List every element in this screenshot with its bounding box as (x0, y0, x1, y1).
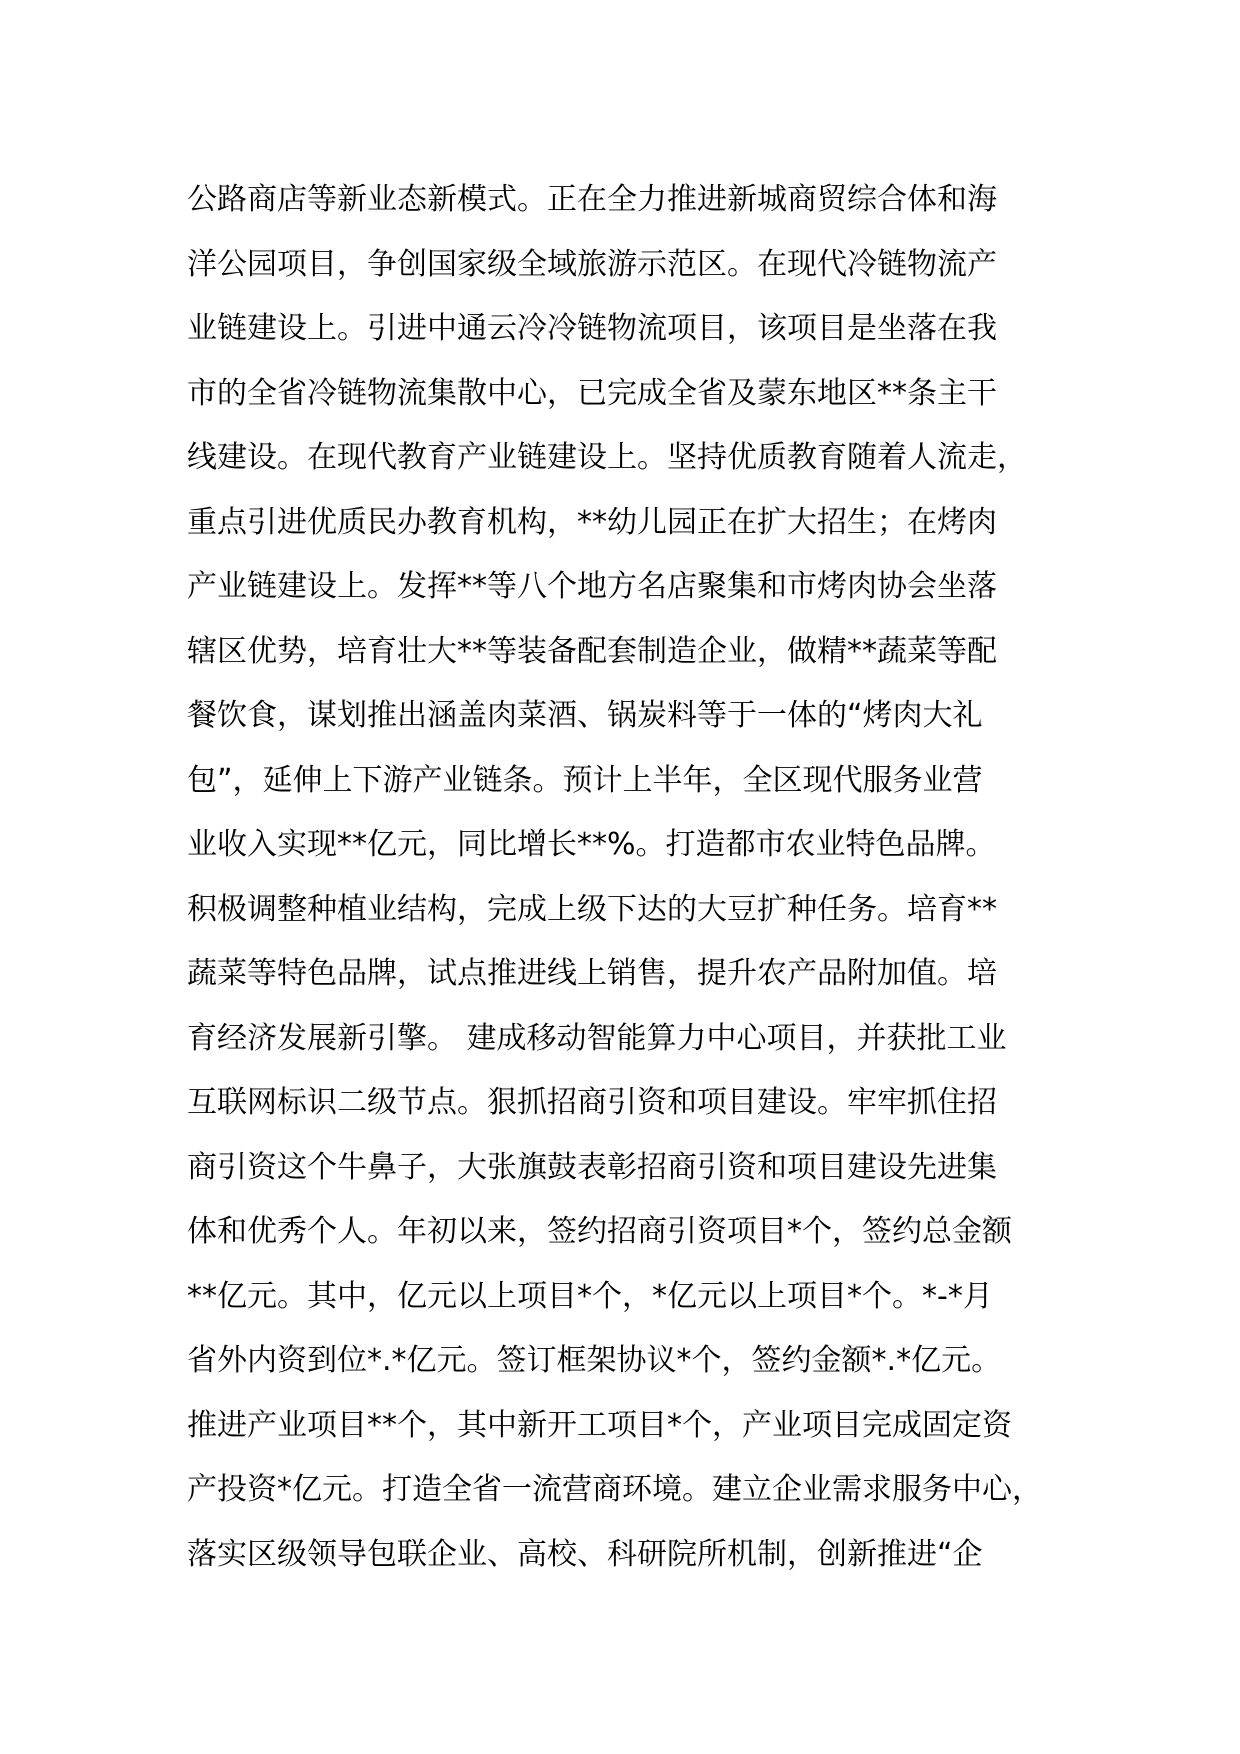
text-line: 辖区优势，培育壮大**等装备配套制造企业，做精**蔬菜等配 (187, 633, 997, 669)
body-paragraph (187, 168, 1087, 1587)
text-line: 积极调整种植业结构，完成上级下达的大豆扩种任务。培育** (187, 891, 997, 927)
text-line: 体和优秀个人。年初以来，签约招商引资项目*个，签约总金额 (187, 1214, 1012, 1249)
text-line: 业链建设上。引进中通云冷冷链物流项目，该项目是坐落在我 (187, 311, 997, 346)
text-line: 业收入实现**亿元，同比增长**%。打造都市农业特色品牌。 (187, 827, 996, 862)
text-line: 蔬菜等特色品牌，试点推进线上销售，提升农产品附加值。培 (187, 956, 997, 991)
text-line: 包”，延伸上下游产业链条。预计上半年，全区现代服务业营 (187, 762, 983, 798)
text-line: 餐饮食，谋划推出涵盖肉菜酒、锅炭料等于一体的“烤肉大礼 (187, 698, 983, 733)
text-line: 互联网标识二级节点。狠抓招商引资和项目建设。牢牢抓住招 (187, 1085, 997, 1120)
text-line: 公路商店等新业态新模式。正在全力推进新城商贸综合体和海 (187, 182, 997, 217)
text-line: 重点引进优质民办教育机构，**幼儿园正在扩大招生；在烤肉 (187, 504, 997, 540)
text-line: 线建设。在现代教育产业链建设上。坚持优质教育随着人流走， (187, 440, 1027, 475)
text-line: 推进产业项目**个，其中新开工项目*个，产业项目完成固定资 (187, 1407, 1012, 1443)
text-line: 产业链建设上。发挥**等八个地方名店聚集和市烤肉协会坐落 (187, 569, 997, 604)
text-line: 商引资这个牛鼻子，大张旗鼓表彰招商引资和项目建设先进集 (187, 1149, 997, 1185)
text-line: 育经济发展新引擎。 建成移动智能算力中心项目，并获批工业 (187, 1020, 1007, 1056)
text-line: 产投资*亿元。打造全省一流营商环境。建立企业需求服务中心， (187, 1472, 1042, 1507)
text-line: 落实区级领导包联企业、高校、科研院所机制，创新推进“企 (187, 1536, 983, 1572)
text-line: 省外内资到位*.*亿元。签订框架协议*个，签约金额*.*亿元。 (187, 1343, 1002, 1378)
text-line: 洋公园项目，争创国家级全域旅游示范区。在现代冷链物流产 (187, 246, 997, 282)
text-line: 市的全省冷链物流集散中心，已完成全省及蒙东地区**条主干 (187, 375, 997, 411)
text-line: **亿元。其中，亿元以上项目*个，*亿元以上项目*个。*-*月 (187, 1278, 993, 1314)
